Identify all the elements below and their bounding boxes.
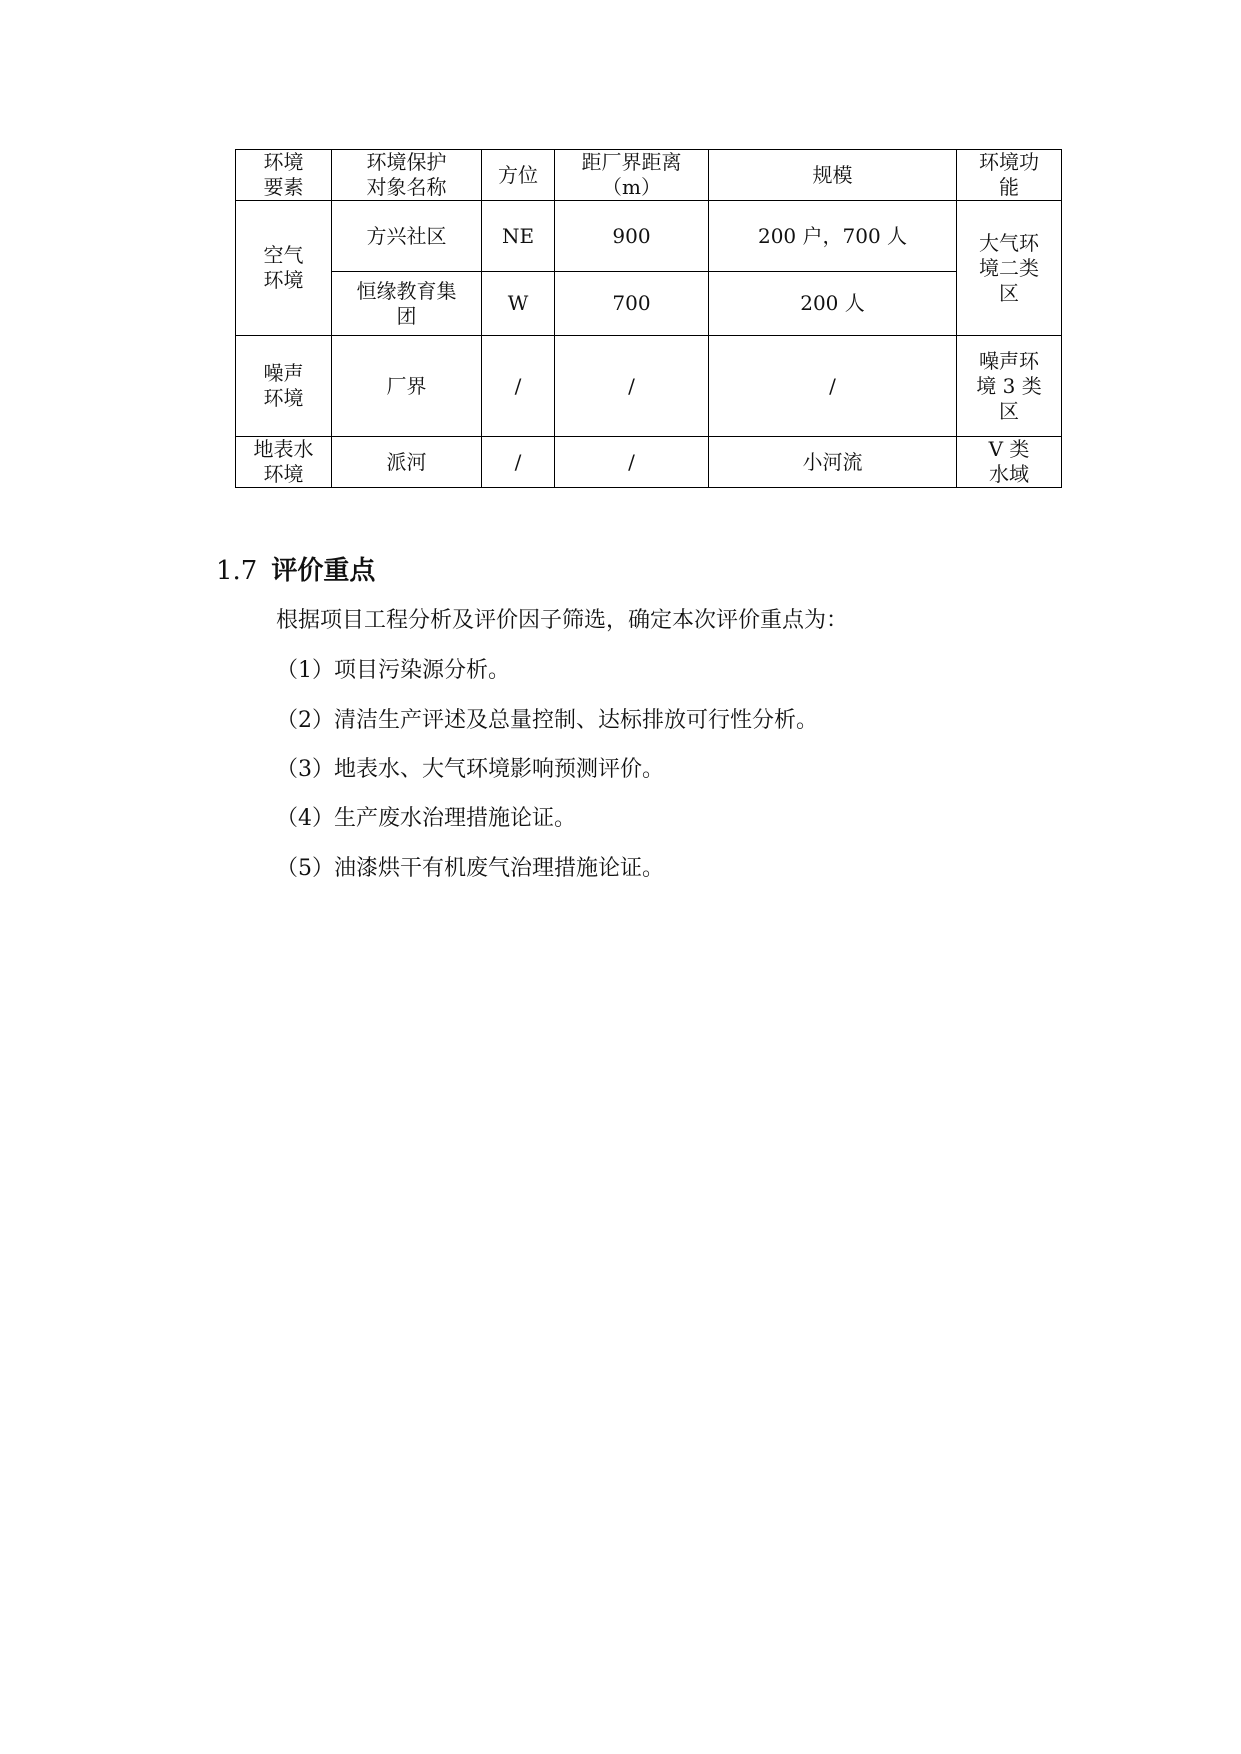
header-cell: 环境功 能 [957, 150, 1062, 201]
target-name-cell: 恒缘教育集 团 [332, 272, 482, 336]
scale-cell: 200 户，700 人 [709, 201, 957, 272]
list-item: （2）清洁生产评述及总量控制、达标排放可行性分析。 [276, 708, 818, 733]
water-element-cell: 地表水 环境 [236, 437, 332, 488]
direction-cell: W [482, 272, 555, 336]
noise-element-cell: 噪声 环境 [236, 336, 332, 437]
scale-cell: 200 人 [709, 272, 957, 336]
header-cell: 方位 [482, 150, 555, 201]
section-title: 评价重点 [271, 556, 376, 586]
target-name-cell: 厂界 [332, 336, 482, 437]
list-item: （4）生产废水治理措施论证。 [276, 806, 576, 831]
distance-cell: / [555, 437, 709, 488]
environment-protection-table [235, 149, 1062, 488]
air-element-cell: 空气 环境 [236, 201, 332, 336]
list-item: （1）项目污染源分析。 [276, 658, 510, 683]
table-row [236, 201, 1062, 272]
scale-cell: / [709, 336, 957, 437]
header-cell: 距厂界距离 （m） [555, 150, 709, 201]
distance-cell: 700 [555, 272, 709, 336]
direction-cell: / [482, 437, 555, 488]
direction-cell: / [482, 336, 555, 437]
water-function-cell: V 类 水域 [957, 437, 1062, 488]
table-header-row [236, 150, 1062, 201]
distance-cell: 900 [555, 201, 709, 272]
target-name-cell: 方兴社区 [332, 201, 482, 272]
section-heading [216, 550, 375, 587]
distance-cell: / [555, 336, 709, 437]
table-row [236, 437, 1062, 488]
list-item: （5）油漆烘干有机废气治理措施论证。 [276, 856, 664, 881]
scale-cell: 小河流 [709, 437, 957, 488]
air-function-cell: 大气环 境二类 区 [957, 201, 1062, 336]
header-cell: 环境 要素 [236, 150, 332, 201]
direction-cell: NE [482, 201, 555, 272]
header-cell: 环境保护 对象名称 [332, 150, 482, 201]
target-name-cell: 派河 [332, 437, 482, 488]
header-cell: 规模 [709, 150, 957, 201]
table-row [236, 272, 1062, 336]
section-intro: 根据项目工程分析及评价因子筛选，确定本次评价重点为： [276, 608, 849, 633]
table-row [236, 336, 1062, 437]
section-number: 1.7 [216, 556, 258, 586]
noise-function-cell: 噪声环 境 3 类 区 [957, 336, 1062, 437]
list-item: （3）地表水、大气环境影响预测评价。 [276, 757, 664, 782]
